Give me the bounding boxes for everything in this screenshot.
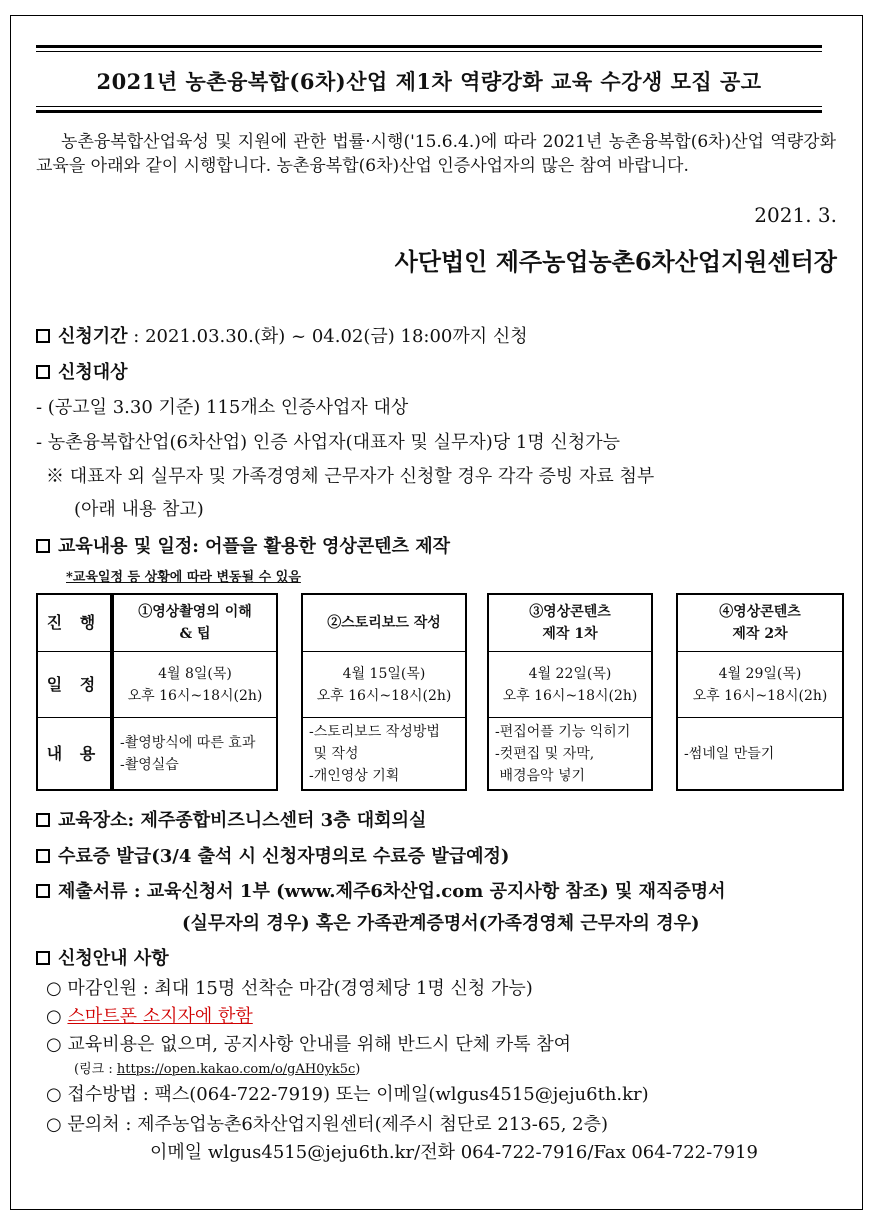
schedule-table	[36, 593, 844, 791]
session-time: 오후 16시~18시(2h)	[316, 687, 452, 704]
session-content	[114, 717, 276, 789]
bullet: ○	[46, 1006, 62, 1027]
session-content	[303, 717, 465, 789]
documents-line-2: (실무자의 경우) 혹은 가족관계증명서(가족경영체 근무자의 경우)	[182, 913, 700, 934]
content-line: 배경음악 넣기	[495, 767, 586, 784]
session-title-line: ①영상촬영의 이해	[138, 604, 252, 620]
session-time: 오후 16시~18시(2h)	[692, 687, 828, 704]
session-schedule	[489, 651, 651, 717]
title-rule	[36, 110, 822, 113]
row-header-schedule: 일 정	[38, 651, 110, 717]
guide-item: ○ 교육비용은 없으며, 공지사항 안내를 위해 반드시 단체 카톡 참여	[46, 1034, 572, 1055]
schedule-note: *교육일정 등 상황에 따라 변동될 수 있음	[66, 570, 301, 585]
checkbox-icon	[36, 539, 50, 553]
content-line: -편집어플 기능 익히기	[495, 723, 631, 740]
session-schedule	[678, 651, 842, 717]
row-header-progress: 진 행	[46, 613, 102, 632]
checkbox-icon	[36, 951, 50, 965]
guide-item-method: ○ 접수방법 : 팩스(064-722-7919) 또는 이메일(wlgus4515@jeju6th.kr)	[46, 1084, 649, 1105]
checkbox-icon	[36, 884, 50, 898]
target-note: ※ 대표자 외 실무자 및 가족경영체 근무자가 신청할 경우 각각 증빙 자료 첨부	[46, 466, 655, 487]
checkbox-icon	[36, 813, 50, 827]
session-title-line: 제작 1차	[542, 626, 598, 642]
content-line: -컷편집 및 자막,	[495, 745, 595, 762]
session-date: 4월 8일(목)	[158, 665, 232, 682]
link-suffix: )	[355, 1062, 361, 1077]
organization-name: 사단법인 제주농업농촌6차산업지원센터장	[394, 247, 837, 276]
link-prefix: (링크 :	[74, 1062, 117, 1077]
session-time: 오후 16시~18시(2h)	[127, 687, 263, 704]
session-schedule	[303, 651, 465, 717]
content-line: -촬영방식에 따른 효과	[120, 734, 256, 751]
row-header-content: 내 용	[38, 717, 110, 789]
intro-text: 농촌융복합산업육성 및 지원에 관한 법률·시행('15.6.4.)에 따라 2021년 농촌융복합(6차)산업 역량강화 교육을 아래와 같이 시행합니다. 농촌융복합(6차)산업 인증사업자의 많은 참여 바랍니다.	[36, 132, 836, 176]
target-item: - 농촌융복합산업(6차산업) 인증 사업자(대표자 및 실무자)당 1명 신청가능	[36, 432, 620, 453]
content-line: 및 작성	[309, 745, 359, 762]
page-title: 2021년 농촌융복합(6차)산업 제1차 역량강화 교육 수강생 모집 공고	[96, 69, 762, 94]
session-title	[114, 595, 276, 651]
guide-item-contact-details: 이메일 wlgus4515@jeju6th.kr/전화 064-722-7916/Fax 064-722-7919	[150, 1142, 758, 1163]
period-value: : 2021.03.30.(화) ~ 04.02(금) 18:00까지 신청	[133, 326, 528, 347]
session-content	[489, 717, 651, 789]
period-label: 신청기간	[58, 326, 128, 347]
kakao-link-line	[74, 1058, 360, 1077]
guide-item-smartphone	[46, 1002, 253, 1028]
session-column-4	[676, 593, 844, 791]
target-label: 신청대상	[58, 362, 128, 383]
education-label: 교육내용 및 일정: 어플을 활용한 영상콘텐츠 제작	[58, 536, 451, 557]
guide-item: ○ 마감인원 : 최대 15명 선착순 마감(경영체당 1명 신청 가능)	[46, 978, 533, 999]
session-date: 4월 15일(목)	[342, 665, 426, 682]
session-date: 4월 22일(목)	[528, 665, 612, 682]
target-note-ref: (아래 내용 참고)	[74, 499, 204, 520]
kakao-link[interactable]: https://open.kakao.com/o/gAH0yk5c	[116, 1062, 356, 1077]
session-title: ②스토리보드 작성	[327, 615, 441, 631]
session-title-line: 제작 2차	[732, 626, 788, 642]
session-column-1	[112, 593, 278, 791]
period-line	[36, 322, 528, 348]
documents-text: 제출서류 : 교육신청서 1부 (www.제주6차산업.com 공지사항 참조) 및 재직증명서	[58, 881, 726, 902]
session-content	[678, 717, 842, 789]
session-title	[678, 595, 842, 651]
venue-line	[36, 806, 426, 832]
top-rule	[36, 45, 822, 48]
checkbox-icon	[36, 365, 50, 379]
guide-heading	[36, 944, 169, 970]
guide-label: 신청안내 사항	[58, 948, 169, 969]
top-rule-thin	[36, 51, 822, 52]
session-column-3	[487, 593, 653, 791]
content-line: -스토리보드 작성방법	[309, 723, 440, 740]
content-line: -촬영실습	[120, 756, 179, 773]
education-heading	[36, 532, 450, 558]
title-rule-thin	[36, 106, 822, 107]
session-schedule	[114, 651, 276, 717]
target-item: - (공고일 3.30 기준) 115개소 인증사업자 대상	[36, 397, 409, 418]
venue-text: 교육장소: 제주종합비즈니스센터 3층 대회의실	[58, 810, 427, 831]
session-title-line: ③영상콘텐츠	[529, 604, 611, 620]
session-title	[489, 595, 651, 651]
session-title-line: ④영상콘텐츠	[719, 604, 801, 620]
target-heading	[36, 358, 128, 384]
content-line: -개인영상 기획	[309, 767, 400, 784]
session-time: 오후 16시~18시(2h)	[502, 687, 638, 704]
certificate-line	[36, 842, 509, 868]
documents-line	[36, 877, 726, 903]
certificate-text: 수료증 발급(3/4 출석 시 신청자명의로 수료증 발급예정)	[58, 846, 510, 867]
checkbox-icon	[36, 329, 50, 343]
guide-item-contact: ○ 문의처 : 제주농업농촌6차산업지원센터(제주시 첨단로 213-65, 2층)	[46, 1114, 609, 1135]
smartphone-notice: 스마트폰 소지자에 한함	[67, 1006, 253, 1027]
session-date: 4월 29일(목)	[718, 665, 802, 682]
content-line: -썸네일 만들기	[684, 745, 775, 762]
session-title-line: & 팁	[179, 626, 211, 642]
schedule-header-column	[36, 593, 112, 791]
checkbox-icon	[36, 849, 50, 863]
session-column-2	[301, 593, 467, 791]
notice-date: 2021. 3.	[754, 203, 837, 227]
intro-paragraph	[36, 130, 836, 178]
